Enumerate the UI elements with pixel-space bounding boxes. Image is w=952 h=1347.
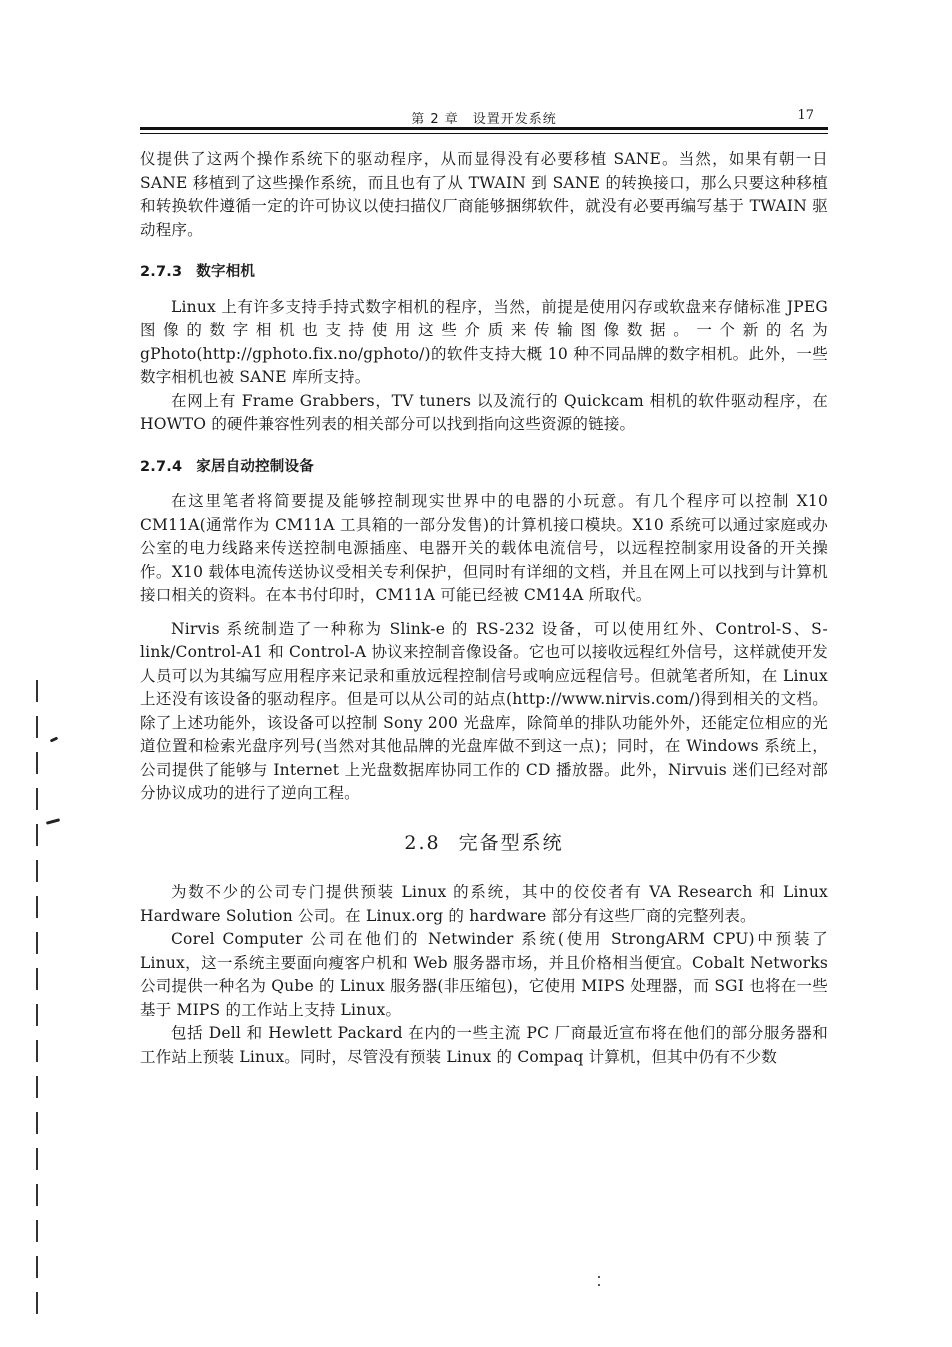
paragraph: 在这里笔者将简要提及能够控制现实世界中的电器的小玩意。有几个程序可以控制 X10 CM11A(通常作为 CM11A 工具箱的一部分发售)的计算机接口模块。X10 系统可以通过家庭或办公室的电力线路来传送控制电源插座、电器开关的载体电流信号，以远程控制家用设备的开关操作。X10 载体电流传送协议受相关专利保护，但同时有详细的文档，并且在网上可以找到与计算机接口相关的资料。在本书付印时，CM11A 可能已经被 CM14A 所取代。 <box>140 492 828 604</box>
section-number: 2.7.3 <box>140 264 183 280</box>
scan-mark <box>36 680 38 702</box>
scan-mark <box>36 1220 38 1242</box>
scan-speck <box>50 736 59 742</box>
scan-mark <box>36 1148 38 1170</box>
scan-mark <box>36 1256 38 1278</box>
paragraph: 为数不少的公司专门提供预装 Linux 的系统，其中的佼佼者有 VA Research 和 Linux Hardware Solution 公司。在 Linux.org 的 hardware 部分有这些厂商的完整列表。 <box>140 883 828 925</box>
section-number: 2.8 <box>404 831 441 854</box>
scan-dot <box>598 1276 600 1278</box>
running-header <box>140 108 828 128</box>
scan-mark <box>36 824 38 846</box>
body-text <box>140 148 828 1069</box>
section-number: 2.7.4 <box>140 458 183 475</box>
section-heading-2-8 <box>140 832 828 856</box>
paragraph: 包括 Dell 和 Hewlett Packard 在内的一些主流 PC 厂商最近宣布将在他们的部分服务器和工作站上预装 Linux。同时，尽管没有预装 Linux 的 Compaq 计算机，但其中仍有不少数 <box>140 1024 828 1066</box>
scan-mark <box>36 788 38 810</box>
scan-mark <box>36 968 38 990</box>
scan-dot <box>598 1284 600 1286</box>
chapter-title: 第 2 章 设置开发系统 <box>411 112 557 127</box>
section-title: 数字相机 <box>196 264 256 280</box>
paragraph: Nirvis 系统制造了一种称为 Slink-e 的 RS-232 设备，可以使用红外、Control-S、S-link/Control-A1 和 Control-A 协议来控制音像设备。它也可以接收远程红外信号，这样就使开发人员可以为其编写应用程序来记录和重放远程控制信号或响应远程信号。但就笔者所知，在 Linux 上还没有该设备的驱动程序。但是可以从公司的站点(http://www.nirvis.com/)得到相关的文档。除了上述功能外，该设备可以控制 Sony 200 光盘库，除简单的排队功能外外，还能定位相应的光道位置和检索光盘序列号(当然对其他品牌的光盘库做不到这一点)；同时，在 Windows 系统上，公司提供了能够与 Internet 上光盘数据库协同工作的 CD 播放器。此外，Nirvuis 迷们已经对部分协议成功的进行了逆向工程。 <box>140 619 828 802</box>
scan-mark <box>36 896 38 918</box>
scan-mark <box>36 932 38 954</box>
paragraph: Linux 上有许多支持手持式数字相机的程序，当然，前提是使用闪存或软盘来存储标准 JPEG 图像的数字相机也支持使用这些介质来传输图像数据。一个新的名为 gPhoto(http://gphoto.fix.no/gphoto/)的软件支持大概 10 种不同品牌的数字相机。此外，一些数字相机也被 SANE 库所支持。 <box>140 297 828 386</box>
scan-mark <box>36 716 38 738</box>
page-number: 17 <box>797 108 814 123</box>
scan-mark <box>36 1040 38 1062</box>
scan-mark <box>36 1112 38 1134</box>
header-rule-thin <box>140 133 828 134</box>
paragraph: 在网上有 Frame Grabbers，TV tuners 以及流行的 Quickcam 相机的软件驱动程序，在 HOWTO 的硬件兼容性列表的相关部分可以找到指向这些资源的链接。 <box>140 391 828 433</box>
scan-mark <box>36 1184 38 1206</box>
scan-mark <box>36 860 38 882</box>
scan-mark <box>36 752 38 774</box>
scan-speck <box>46 818 60 825</box>
header-rule-thick <box>140 127 828 130</box>
section-heading-2-7-3 <box>140 261 828 285</box>
scan-mark <box>36 1076 38 1098</box>
section-title: 完备型系统 <box>458 831 564 854</box>
paragraph: 仪提供了这两个操作系统下的驱动程序，从而显得没有必要移植 SANE。当然，如果有朝一日 SANE 移植到了这些操作系统，而且也有了从 TWAIN 到 SANE 的转换接口，那么只要这种移植和转换软件遵循一定的许可协议以使扫描仪厂商能够捆绑软件，就没有必要再编写基于 TWAIN 驱动程序。 <box>140 150 828 239</box>
scan-margin-marks <box>30 680 70 1340</box>
scan-mark <box>36 1292 38 1314</box>
paragraph: Corel Computer 公司在他们的 Netwinder 系统(使用 StrongARM CPU)中预装了 Linux，这一系统主要面向瘦客户机和 Web 服务器市场，并且价格相当便宜。Cobalt Networks 公司提供一种名为 Qube 的 Linux 服务器(非压缩包)，它使用 MIPS 处理器，而 SGI 也将在一些基于 MIPS 的工作站上支持 Linux。 <box>140 930 828 1019</box>
section-heading-2-7-4 <box>140 456 828 480</box>
scan-mark <box>36 1004 38 1026</box>
section-title: 家居自动控制设备 <box>196 458 314 475</box>
